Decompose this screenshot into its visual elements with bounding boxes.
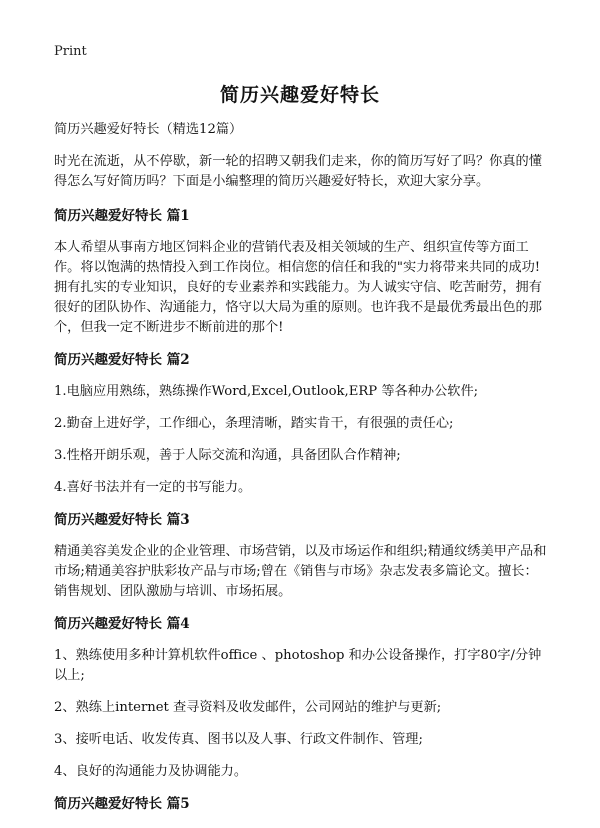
list-item: 1.电脑应用熟练，熟练操作Word,Excel,Outlook,ERP 等各种办公软件; — [54, 384, 479, 399]
list-item: 3.性格开朗乐观，善于人际交流和沟通，具备团队合作精神; — [54, 448, 401, 463]
document-title: 简历兴趣爱好特长 — [219, 84, 380, 106]
document-subtitle: 简历兴趣爱好特长（精选12篇） — [54, 122, 243, 137]
section-3 — [54, 510, 548, 602]
list-item: 3、接听电话、收发传真、图书以及人事、行政文件制作、管理; — [54, 732, 423, 747]
section-heading: 简历兴趣爱好特长 篇1 — [54, 208, 190, 224]
section-4 — [54, 614, 548, 782]
intro-paragraph: 时光在流逝，从不停歇，新一轮的招聘又朝我们走来，你的简历写好了吗？你真的懂得怎么写好简历吗？下面是小编整理的简历兴趣爱好特长，欢迎大家分享。 — [54, 154, 542, 189]
section-heading: 简历兴趣爱好特长 篇2 — [54, 352, 190, 368]
list-item: 4.喜好书法并有一定的书写能力。 — [54, 480, 252, 495]
section-paragraph: 精通美容美发企业的企业管理、市场营销，以及市场运作和组织;精通纹绣美甲产品和市场;精通美容护肤彩妆产品与市场;曾在《销售与市场》杂志发表多篇论文。擅长：销售规划、团队激励与培训、市场拓展。 — [54, 544, 547, 599]
section-paragraph: 本人希望从事南方地区饲料企业的营销代表及相关领域的生产、组织宣传等方面工作。将以饱满的热情投入到工作岗位。相信您的信任和我的"实力将带来共同的成功!拥有扎实的专业知识，良好的专业素养和实践能力。为人诚实守信、吃苦耐劳，拥有很好的团队协作、沟通能力，恪守以大局为重的原则。也许我不是最优秀最出色的那个，但我一定不断进步不断前进的那个! — [54, 240, 542, 335]
section-2 — [54, 350, 548, 498]
list-item: 4、良好的沟通能力及协调能力。 — [54, 764, 248, 779]
document-body — [54, 120, 548, 826]
list-item: 2.勤奋上进好学，工作细心，条理清晰，踏实肯干，有很强的责任心; — [54, 416, 454, 431]
section-1 — [54, 206, 548, 338]
print-link[interactable]: Print — [54, 44, 87, 59]
section-5 — [54, 794, 548, 814]
section-heading: 简历兴趣爱好特长 篇4 — [54, 616, 190, 632]
section-heading: 简历兴趣爱好特长 篇5 — [54, 796, 190, 812]
list-item: 2、熟练上internet 查寻资料及收发邮件，公司网站的维护与更新; — [54, 700, 442, 715]
list-item: 1、熟练使用多种计算机软件office 、photoshop 和办公设备操作，打字80字/分钟以上; — [54, 648, 542, 683]
section-heading: 简历兴趣爱好特长 篇3 — [54, 512, 190, 528]
